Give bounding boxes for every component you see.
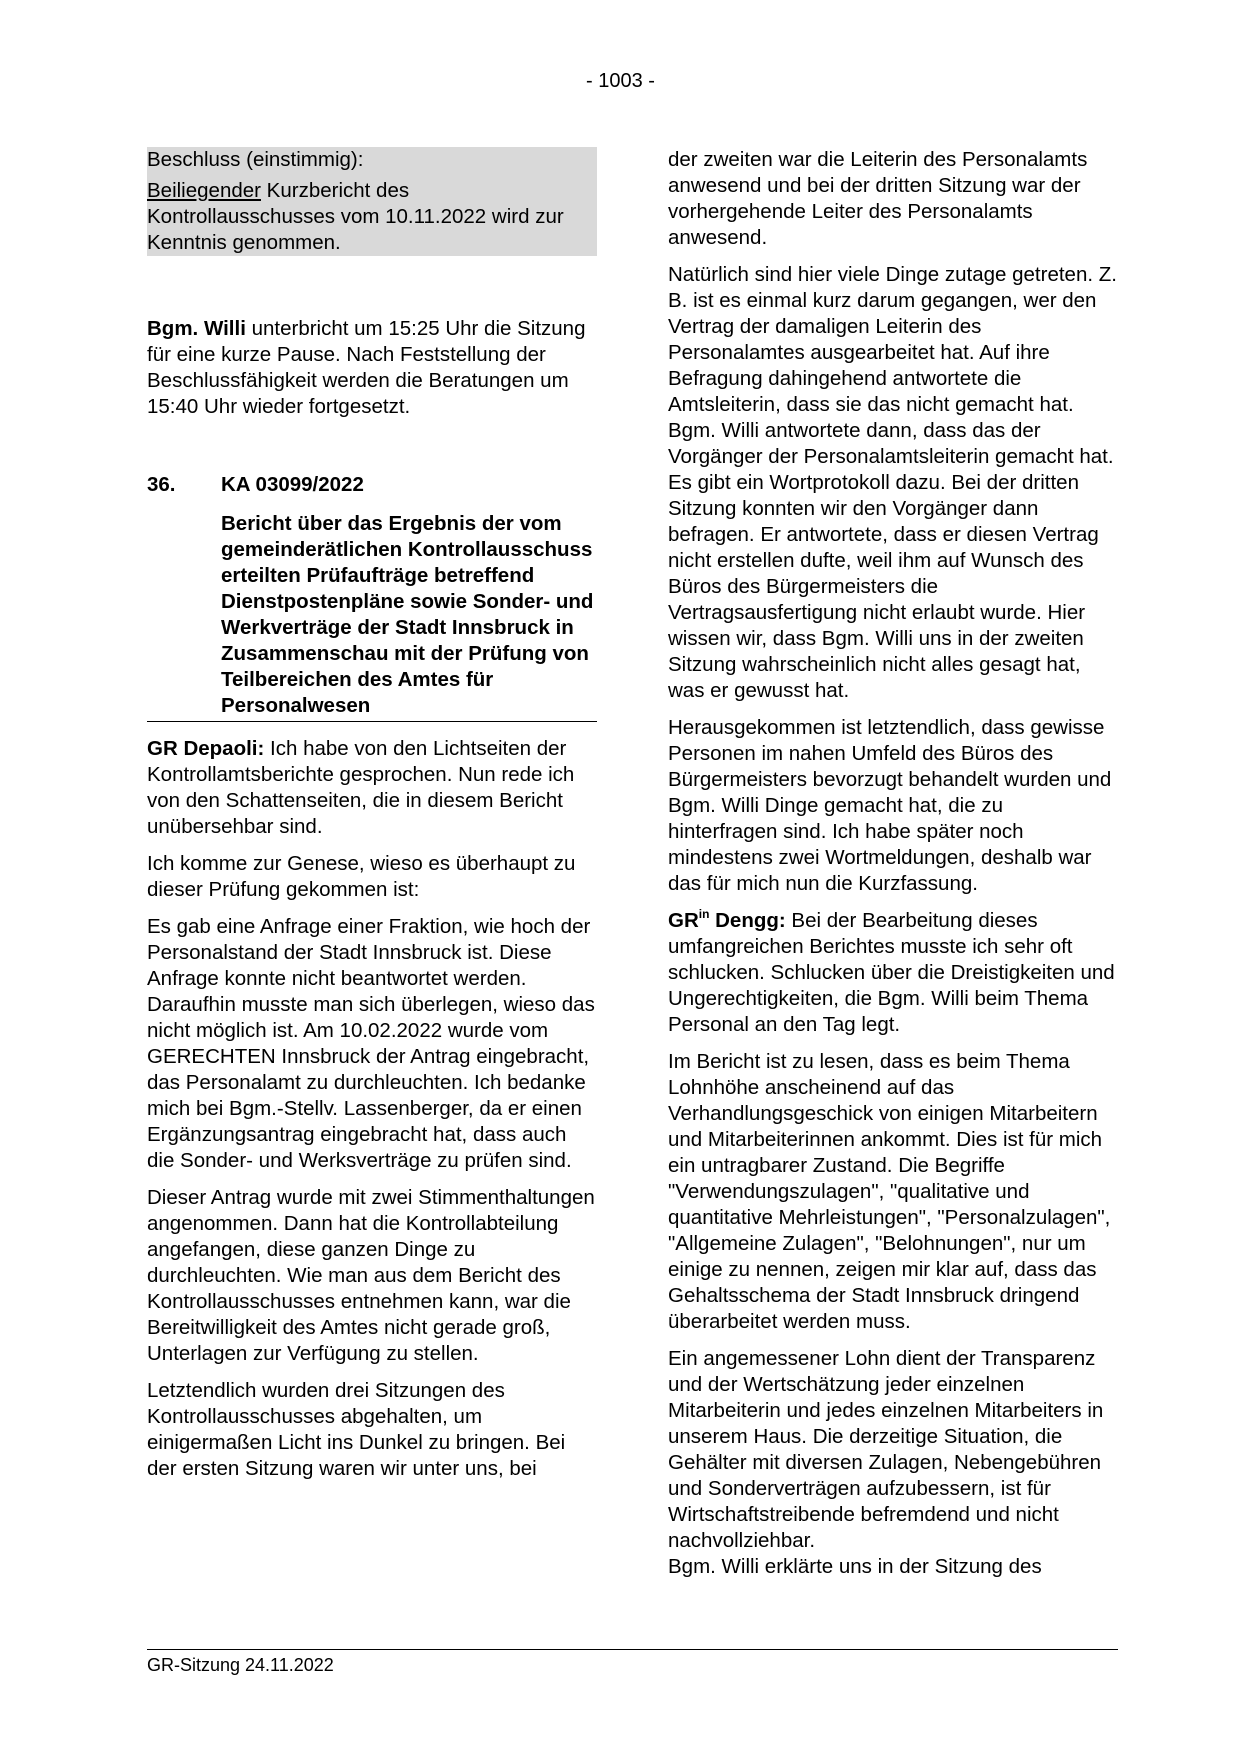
agenda-number: 36. [147,473,176,496]
interruption-note [147,316,597,420]
paragraph: Ein angemessener Lohn dient der Transparenz und der Wertschätzung jeder einzelnen Mitarbeiterin und jedes einzelnen Mitarbeiters in unserem Haus. Die derzeitige Situation, die Gehälter mit diversen Zulagen, Nebengebühren und Sonderverträgen aufzubessern, ist für Wirtschaftstreibende befremdend und nicht nachvollziehbar. [668,1347,1104,1552]
speaker-suffix: in [698,907,710,921]
left-column [147,147,597,1493]
paragraph-text: Ich habe von den Lichtseiten der Kontrollamtsberichte gesprochen. Nun rede ich von den Schattenseiten, die in diesem Bericht unübersehbar sind. [147,737,575,838]
paragraph: Es gab eine Anfrage einer Fraktion, wie hoch der Personalstand der Stadt Innsbruck ist. Diese Anfrage konnte nicht beantwortet werden. Daraufhin musste man sich überlegen, wieso das nicht möglich ist. Am 10.02.2022 wurde vom GERECHTEN Innsbruck der Antrag eingebracht, das Personalamt zu durchleuchten. Ich bedanke mich bei Bgm.-Stellv. Lassenberger, da er einen Ergänzungsantrag eingebracht hat, dass auch die Sonder- und Werksverträge zu prüfen sind. [147,915,595,1172]
interruption-speaker: Bgm. Willi [147,317,246,340]
paragraph: Dieser Antrag wurde mit zwei Stimmenthaltungen angenommen. Dann hat die Kontrollabteilung angefangen, diese ganzen Dinge zu durchleuchten. Wie man aus dem Bericht des Kontrollausschusses entnehmen kann, war die Bereitwilligkeit des Amtes nicht gerade groß, Unterlagen zur Verfügung zu stellen. [147,1186,595,1365]
decision-underlined: Beiliegender [147,179,261,202]
paragraph: der zweiten war die Leiterin des Personalamts anwesend und bei der dritten Sitzung war der vorhergehende Leiter des Personalamts anwesend. [668,148,1088,249]
paragraph: Natürlich sind hier viele Dinge zutage getreten. Z. B. ist es einmal kurz darum gegangen, wer den Vertrag der damaligen Leiterin des Personalamtes ausgearbeitet hat. Auf ihre Befragung dahingehend antwortete die Amtsleiterin, dass sie das nicht gemacht hat. Bgm. Willi antwortete dann, dass das der Vorgänger der Personalamtsleiterin gemacht hat. Es gibt ein Wortprotokoll dazu. Bei der dritten Sitzung konnten wir den Vorgänger dann befragen. Er antwortete, dass er diesen Vertrag nicht erstellen dufte, weil ihm auf Wunsch des Büros des Bürgermeisters die Vertragsausfertigung nicht erlaubt wurde. Hier wissen wir, dass Bgm. Willi uns in der zweiten Sitzung wahrscheinlich nicht alles gesagt hat, was er gewusst hat. [668,263,1117,702]
speaker-prefix: GR [668,909,699,932]
agenda-divider [147,721,597,722]
agenda-item-header [147,472,597,498]
paragraph: Im Bericht ist zu lesen, dass es beim Thema Lohnhöhe anscheinend auf das Verhandlungsgeschick von einigen Mitarbeitern und Mitarbeiterinnen ankommt. Dies ist für mich ein untragbarer Zustand. Die Begriffe "Verwendungszulagen", "qualitative und quantitative Mehrleistungen", "Personalzulagen", "Allgemeine Zulagen", "Belohnungen", nur um einige zu nennen, zeigen mir klar auf, dass das Gehaltsschema der Stadt Innsbruck dringend überarbeitet werden muss. [668,1050,1111,1333]
paragraph: Herausgekommen ist letztendlich, dass gewisse Personen im nahen Umfeld des Büros des Bürgermeisters bevorzugt behandelt wurden und Bgm. Willi Dinge gemacht hat, die zu hinterfragen sind. Ich habe später noch mindestens zwei Wortmeldungen, deshalb war das für mich nun die Kurzfassung. [668,716,1112,895]
decision-text [147,178,595,256]
right-column [668,147,1118,1591]
speaker-name: GR Depaoli: [147,737,265,760]
interruption-text: unterbricht um 15:25 Uhr die Sitzung für eine kurze Pause. Nach Feststellung der Beschlussfähigkeit werden die Beratungen um 15:40 Uhr wieder fortgesetzt. [147,317,586,418]
agenda-code: KA 03099/2022 [221,473,364,496]
page-number: - 1003 - [586,70,655,92]
decision-box [147,147,597,256]
agenda-title: Bericht über das Ergebnis der vom gemeinderätlichen Kontrollausschuss erteilten Prüfaufträge betreffend Dienstpostenpläne sowie Sonder- und Werkverträge der Stadt Innsbruck in Zusammenschau mit der Prüfung von Teilbereichen des Amtes für Personalwesen [221,512,594,717]
footer-divider [147,1649,1118,1650]
paragraph: Bgm. Willi erklärte uns in der Sitzung des [668,1555,1042,1578]
footer-text: GR-Sitzung 24.11.2022 [147,1655,334,1675]
decision-heading: Beschluss (einstimmig): [147,148,364,171]
paragraph: Ich komme zur Genese, wieso es überhaupt zu dieser Prüfung gekommen ist: [147,852,576,901]
paragraph [147,736,597,840]
paragraph-text: Bei der Bearbeitung dieses umfangreichen Berichtes musste ich sehr oft schlucken. Schlucken über die Dreistigkeiten und Ungerechtigkeiten, die Bgm. Willi beim Thema Personal an den Tag legt. [668,909,1115,1036]
speaker-name [668,909,786,932]
speaker-surname: Dengg: [709,909,786,932]
paragraph [668,908,1118,1038]
paragraph: Letztendlich wurden drei Sitzungen des Kontrollausschusses abgehalten, um einigermaßen Licht ins Dunkel zu bringen. Bei der ersten Sitzung waren wir unter uns, bei [147,1379,566,1480]
decision-body: Kurzbericht des Kontrollausschusses vom 10.11.2022 wird zur Kenntnis genommen. [147,179,564,254]
